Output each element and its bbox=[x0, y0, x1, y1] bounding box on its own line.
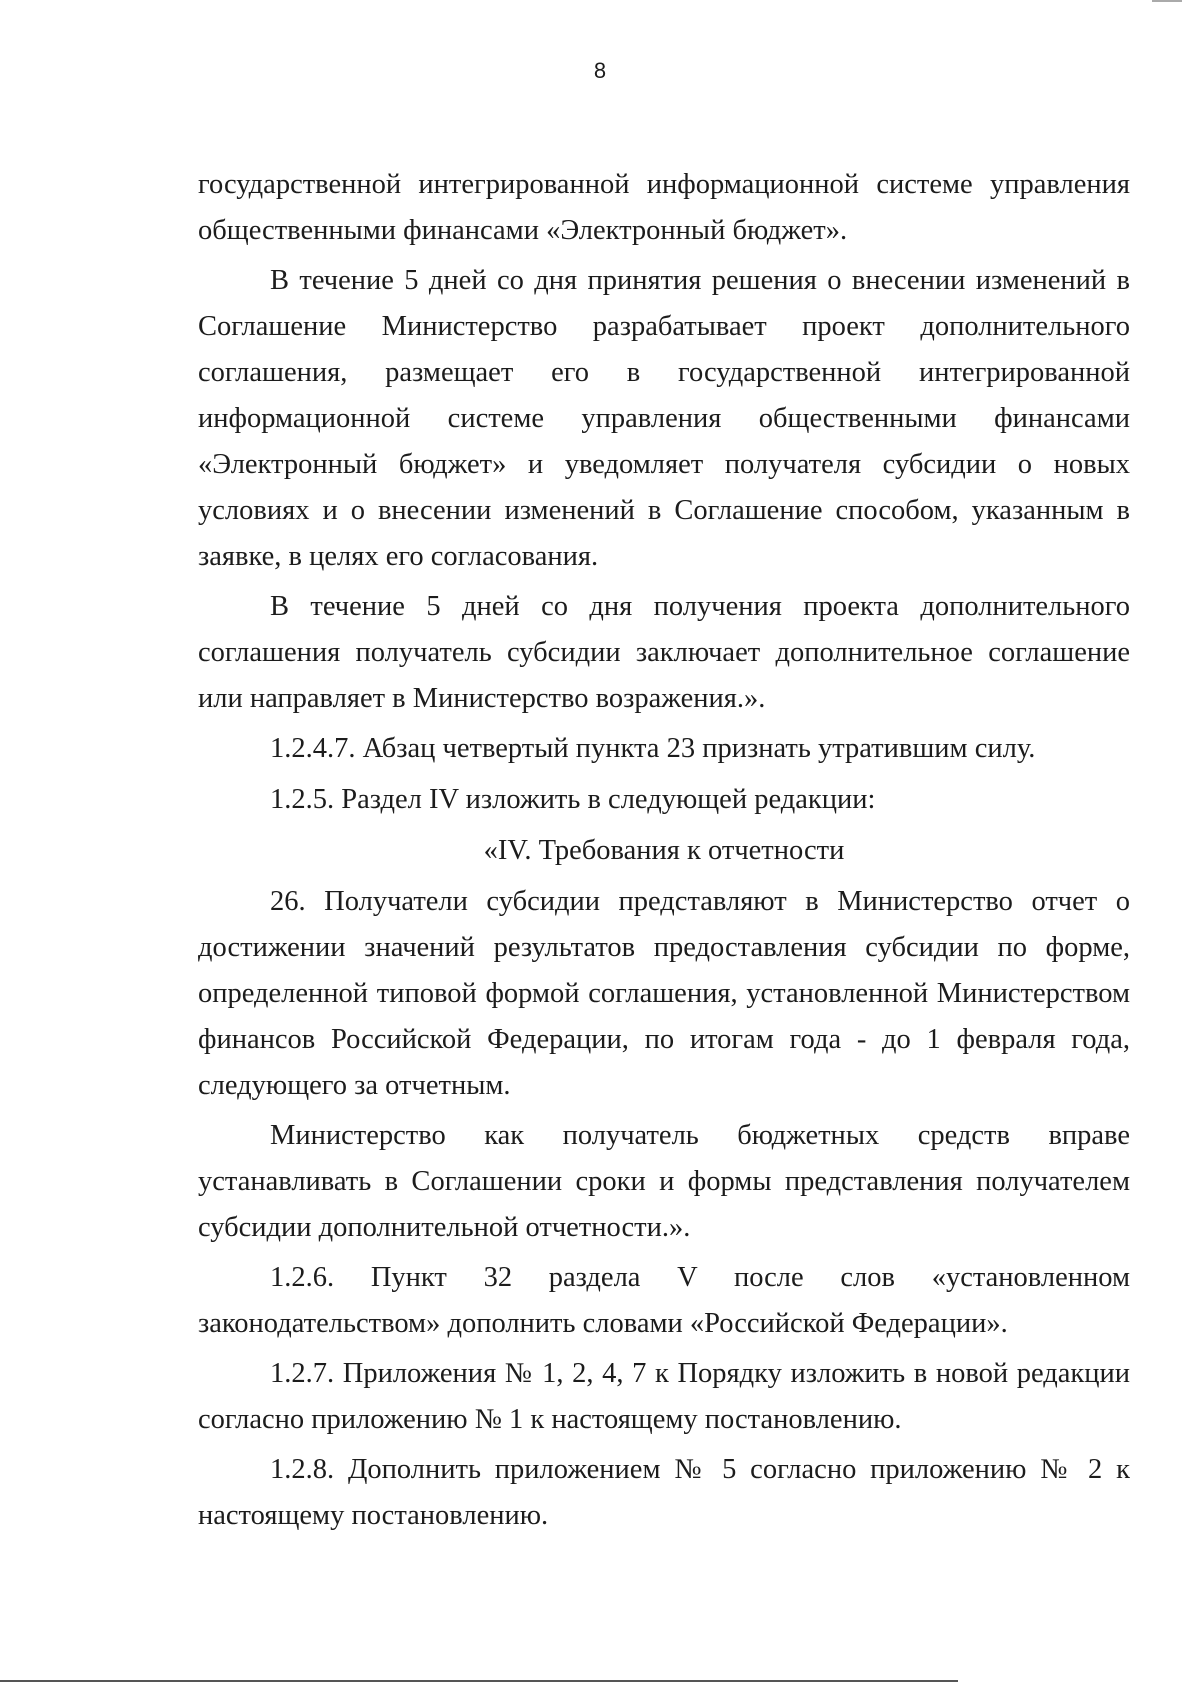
document-body bbox=[198, 162, 1130, 1543]
paragraph: Министерство как получатель бюджетных средств вправе устанавливать в Соглашении сроки и формы представления получателем субсидии дополнительной отчетности.». bbox=[198, 1120, 1130, 1243]
paragraph-item: 1.2.7. Приложения № 1, 2, 4, 7 к Порядку изложить в новой редакции согласно приложению № 1 к настоящему постановлению. bbox=[198, 1358, 1130, 1435]
paragraph-item: 1.2.4.7. Абзац четвертый пункта 23 признать утратившим силу. bbox=[270, 733, 1036, 764]
paragraph: В течение 5 дней со дня принятия решения о внесении изменений в Соглашение Министерство разрабатывает проект дополнительного соглашения, размещает его в государственной интегрированной информационной системе управления общественными финансами «Электронный бюджет» и уведомляет получателя субсидии о новых условиях и о внесении изменений в Соглашение способом, указанным в заявке, в целях его согласования. bbox=[198, 265, 1130, 572]
paragraph-item: 1.2.5. Раздел IV изложить в следующей редакции: bbox=[270, 784, 876, 815]
paragraph-item: 1.2.8. Дополнить приложением № 5 согласно приложению № 2 к настоящему постановлению. bbox=[198, 1454, 1130, 1531]
paragraph-continuation: государственной интегрированной информационной системе управления общественными финансами «Электронный бюджет». bbox=[198, 169, 1130, 246]
page-bottom-rule bbox=[0, 1680, 958, 1682]
section-heading: «IV. Требования к отчетности bbox=[483, 835, 845, 866]
paragraph: В течение 5 дней со дня получения проекта дополнительного соглашения получатель субсидии заключает дополнительное соглашение или направляет в Министерство возражения.». bbox=[198, 591, 1130, 714]
edge-mark bbox=[1152, 0, 1182, 2]
paragraph-item: 1.2.6. Пункт 32 раздела V после слов «установленном законодательством» дополнить словами «Российской Федерации». bbox=[198, 1262, 1130, 1339]
page-number: 8 bbox=[593, 58, 607, 83]
paragraph: 26. Получатели субсидии представляют в Министерство отчет о достижении значений результатов предоставления субсидии по форме, определенной типовой формой соглашения, установленной Министерством финансов Российской Федерации, по итогам года - до 1 февраля года, следующего за отчетным. bbox=[198, 886, 1130, 1101]
